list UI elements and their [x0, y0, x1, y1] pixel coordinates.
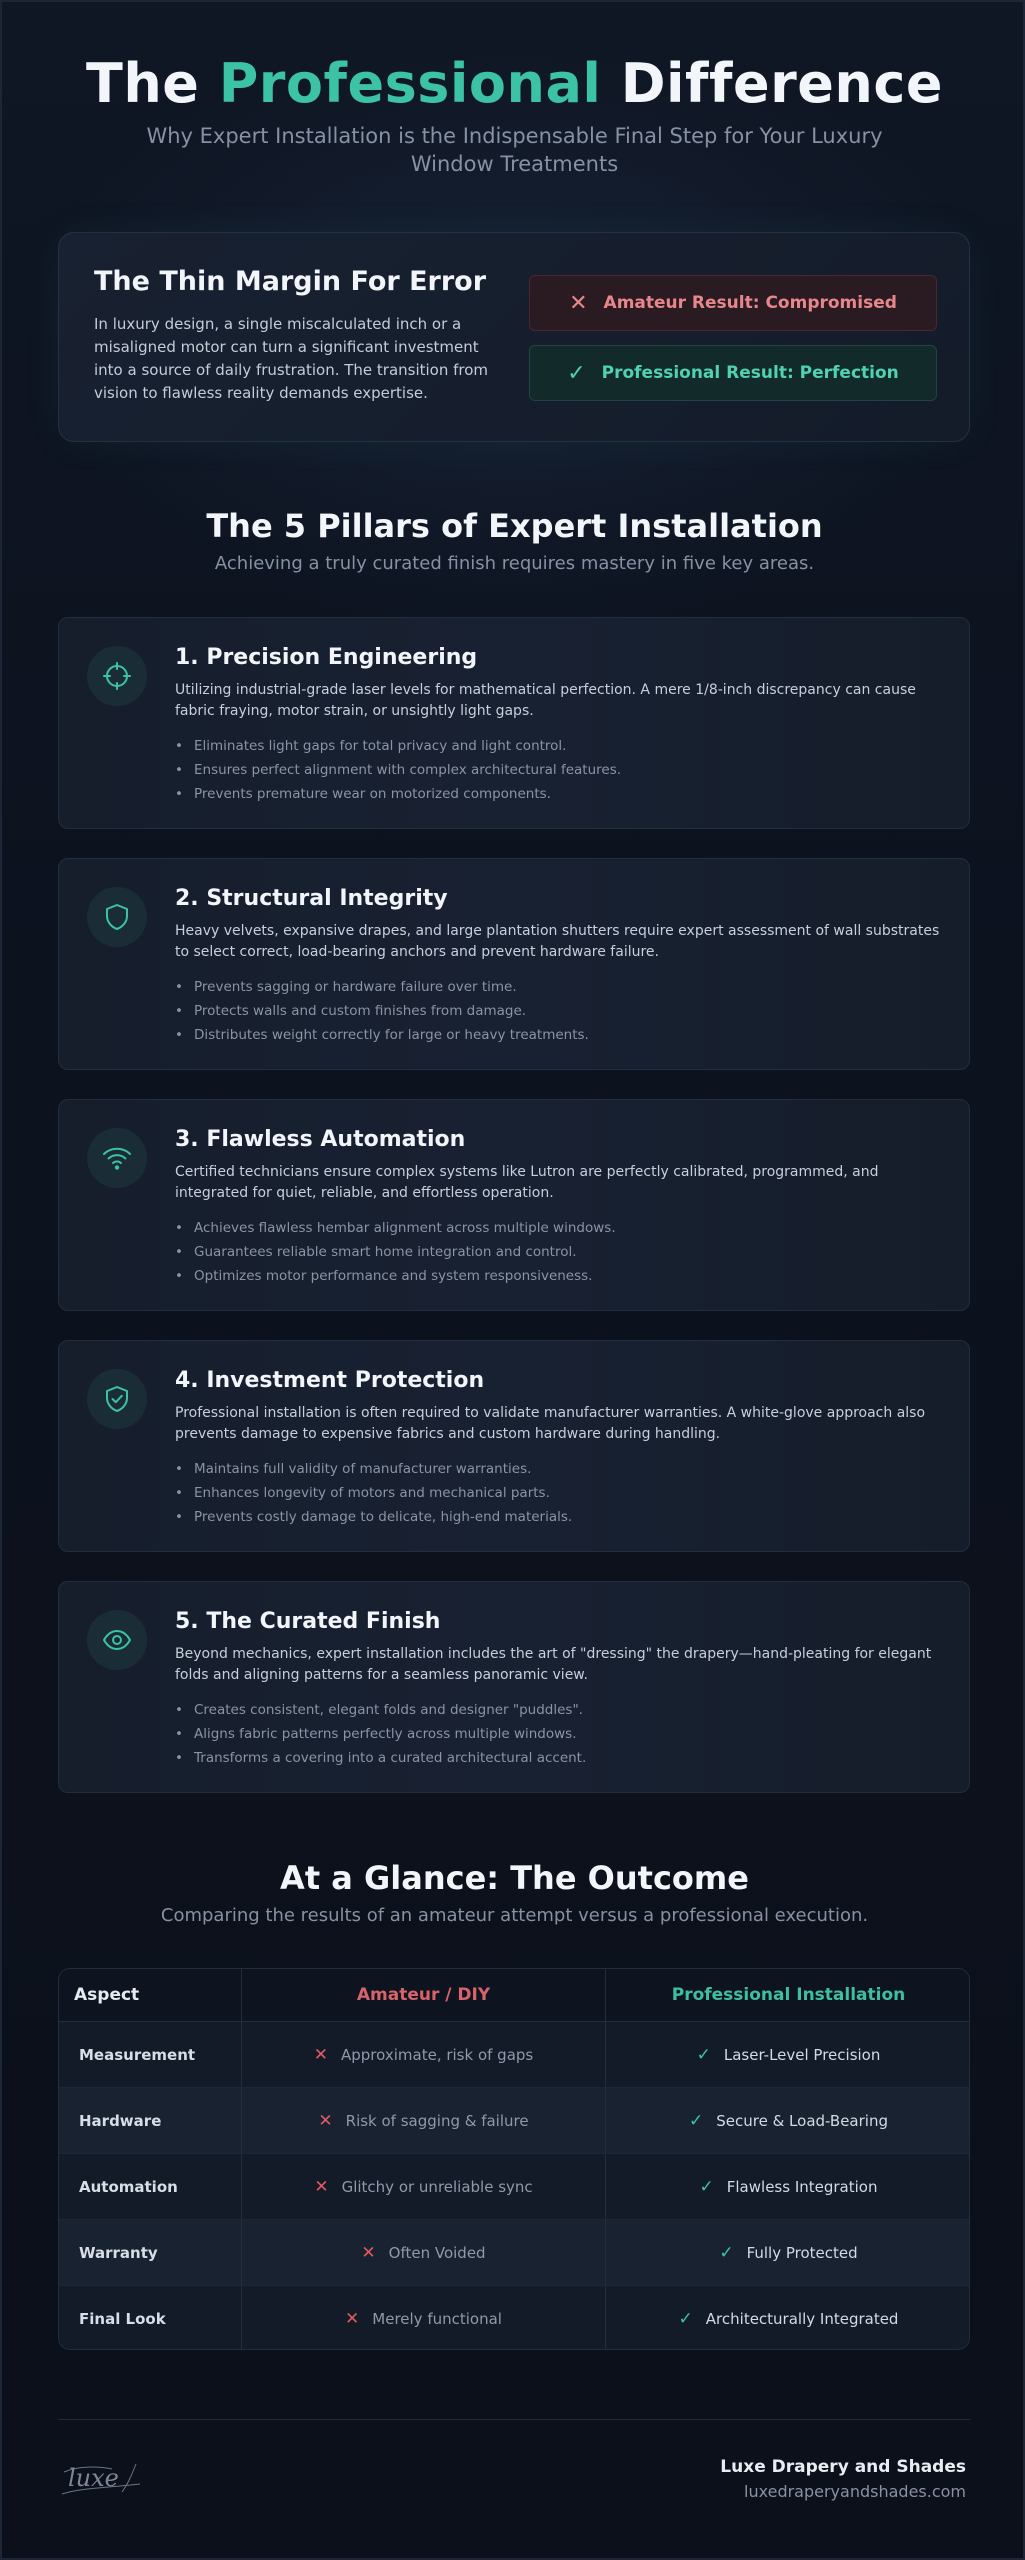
shield-icon: [87, 887, 147, 947]
brand-name: Luxe Drapery and Shades: [720, 2457, 966, 2477]
list-item: • Eliminates light gaps for total privacy and light control.: [175, 734, 621, 758]
page-title: [2, 52, 1025, 115]
footer-divider: [58, 2419, 970, 2420]
list-item: • Creates consistent, elegant folds and designer "puddles".: [175, 1698, 586, 1722]
aspect-cell: Measurement: [59, 2022, 242, 2087]
list-item: • Transforms a covering into a curated architectural accent.: [175, 1746, 586, 1770]
pillar-bullets: [175, 1457, 572, 1529]
list-item: • Maintains full validity of manufacturer warranties.: [175, 1457, 572, 1481]
pillar-card-investment: [58, 1340, 970, 1552]
check-icon: ✓: [719, 2242, 734, 2263]
amateur-result-badge: [529, 275, 937, 331]
x-icon: ✕: [345, 2309, 360, 2329]
pillar-bullets: [175, 975, 589, 1047]
list-item: • Optimizes motor performance and system responsiveness.: [175, 1264, 616, 1288]
margin-card-body: In luxury design, a single miscalculated inch or a misaligned motor can turn a significant investment into a source of daily frustration. The transition from vision to flawless reality demands expertise.: [94, 315, 489, 402]
amateur-text: Approximate, risk of gaps: [341, 2045, 534, 2064]
list-item: • Protects walls and custom finishes from damage.: [175, 999, 589, 1023]
glance-subtitle: Comparing the results of an amateur attempt versus a professional execution.: [160, 1905, 869, 1926]
table-header: [59, 1969, 970, 2022]
amateur-cell: [242, 2022, 606, 2087]
aspect-cell: Hardware: [59, 2088, 242, 2153]
pillar-title: 1. Precision Engineering: [175, 645, 478, 670]
pillar-bullets: [175, 734, 621, 806]
pro-cell: [606, 2220, 970, 2285]
pillar-card-curated-finish: [58, 1581, 970, 1793]
pro-cell: [606, 2154, 970, 2219]
page-subtitle: Why Expert Installation is the Indispensable Final Step for Your Luxury Window Treatments: [146, 124, 883, 176]
amateur-result-label: Amateur Result: Compromised: [603, 293, 897, 313]
x-icon: ✕: [569, 290, 588, 316]
pro-cell: [606, 2088, 970, 2153]
check-icon: ✓: [699, 2176, 714, 2197]
website-link[interactable]: luxedraperyandshades.com: [744, 2482, 966, 2501]
pillar-card-structural: [58, 858, 970, 1070]
pro-text: Secure & Load-Bearing: [716, 2111, 888, 2130]
aspect-cell: Automation: [59, 2154, 242, 2219]
logo-wordmark: luxe: [68, 2464, 119, 2492]
title-accent: Professional: [218, 52, 602, 115]
check-icon: ✓: [696, 2044, 711, 2065]
list-item: • Enhances longevity of motors and mechanical parts.: [175, 1481, 572, 1505]
list-item: • Ensures perfect alignment with complex architectural features.: [175, 758, 621, 782]
amateur-cell: [242, 2220, 606, 2285]
list-item: • Guarantees reliable smart home integration and control.: [175, 1240, 616, 1264]
pillar-description: Professional installation is often required to validate manufacturer warranties. A white-glove approach also prevents damage to expensive fabrics and custom hardware during handling.: [175, 1405, 926, 1442]
pillar-bullets: [175, 1698, 586, 1770]
pro-text: Flawless Integration: [726, 2177, 878, 2196]
professional-result-label: Professional Result: Perfection: [601, 363, 899, 383]
amateur-cell: [242, 2088, 606, 2153]
brand-logo: [58, 2446, 148, 2508]
comparison-table: [58, 1968, 970, 2350]
pillar-description: Beyond mechanics, expert installation includes the art of "dressing" the drapery—hand-pleating for elegant folds and aligning patterns for a seamless panoramic view.: [175, 1646, 932, 1683]
pillar-title: 4. Investment Protection: [175, 1368, 485, 1393]
amateur-text: Often Voided: [388, 2243, 486, 2262]
pillar-card-precision: [58, 617, 970, 829]
margin-for-error-card: [58, 232, 970, 442]
table-row: [59, 2154, 970, 2220]
wifi-icon: [87, 1128, 147, 1188]
list-item: • Aligns fabric patterns perfectly across multiple windows.: [175, 1722, 586, 1746]
table-row: [59, 2286, 970, 2350]
aspect-cell: Final Look: [59, 2286, 242, 2350]
pro-text: Fully Protected: [746, 2243, 858, 2262]
check-icon: ✓: [678, 2309, 693, 2329]
amateur-cell: [242, 2286, 606, 2350]
table-row: [59, 2022, 970, 2088]
list-item: • Prevents premature wear on motorized components.: [175, 782, 621, 806]
pillar-bullets: [175, 1216, 616, 1288]
list-item: • Distributes weight correctly for large or heavy treatments.: [175, 1023, 589, 1047]
aspect-cell: Warranty: [59, 2220, 242, 2285]
check-icon: ✓: [689, 2110, 704, 2131]
pro-text: Laser-Level Precision: [723, 2045, 881, 2064]
list-item: • Achieves flawless hembar alignment across multiple windows.: [175, 1216, 616, 1240]
x-icon: ✕: [314, 2176, 329, 2197]
amateur-text: Glitchy or unreliable sync: [341, 2177, 533, 2196]
amateur-text: Risk of sagging & failure: [345, 2111, 529, 2130]
table-row: [59, 2220, 970, 2286]
pillars-subtitle: Achieving a truly curated finish requires mastery in five key areas.: [214, 553, 815, 574]
pro-text: Architecturally Integrated: [705, 2310, 899, 2328]
shield-check-icon: [87, 1369, 147, 1429]
title-prefix: The: [86, 52, 219, 115]
crosshair-icon: [87, 646, 147, 706]
pro-cell: [606, 2022, 970, 2087]
list-item: • Prevents costly damage to delicate, high-end materials.: [175, 1505, 572, 1529]
pillar-title: 2. Structural Integrity: [175, 886, 448, 911]
list-item: • Prevents sagging or hardware failure over time.: [175, 975, 589, 999]
header-aspect: Aspect: [59, 1969, 242, 2021]
glance-title: At a Glance: The Outcome: [280, 1859, 749, 1897]
amateur-text: Merely functional: [372, 2310, 502, 2328]
table-row: [59, 2088, 970, 2154]
x-icon: ✕: [313, 2044, 328, 2065]
amateur-cell: [242, 2154, 606, 2219]
pro-cell: [606, 2286, 970, 2350]
eye-icon: [87, 1610, 147, 1670]
pillar-description: Heavy velvets, expansive drapes, and large plantation shutters require expert assessment of wall substrates to select correct, load-bearing anchors and prevent hardware failure.: [175, 923, 940, 960]
pillar-card-automation: [58, 1099, 970, 1311]
header-professional: Professional Installation: [671, 1985, 906, 2005]
x-icon: ✕: [361, 2242, 376, 2263]
professional-result-badge: [529, 345, 937, 401]
pillar-title: 3. Flawless Automation: [175, 1127, 466, 1152]
header-amateur: Amateur / DIY: [242, 1969, 606, 2021]
margin-card-title: The Thin Margin For Error: [94, 266, 487, 297]
pillar-description: Certified technicians ensure complex systems like Lutron are perfectly calibrated, programmed, and integrated for quiet, reliable, and effortless operation.: [175, 1164, 879, 1201]
pillar-description: Utilizing industrial-grade laser levels for mathematical perfection. A mere 1/8-inch discrepancy can cause fabric fraying, motor strain, or unsightly light gaps.: [175, 682, 916, 719]
title-suffix: Difference: [601, 52, 943, 115]
pillars-title: The 5 Pillars of Expert Installation: [206, 507, 823, 545]
check-icon: ✓: [567, 360, 586, 386]
pillar-title: 5. The Curated Finish: [175, 1609, 441, 1634]
x-icon: ✕: [318, 2110, 333, 2131]
